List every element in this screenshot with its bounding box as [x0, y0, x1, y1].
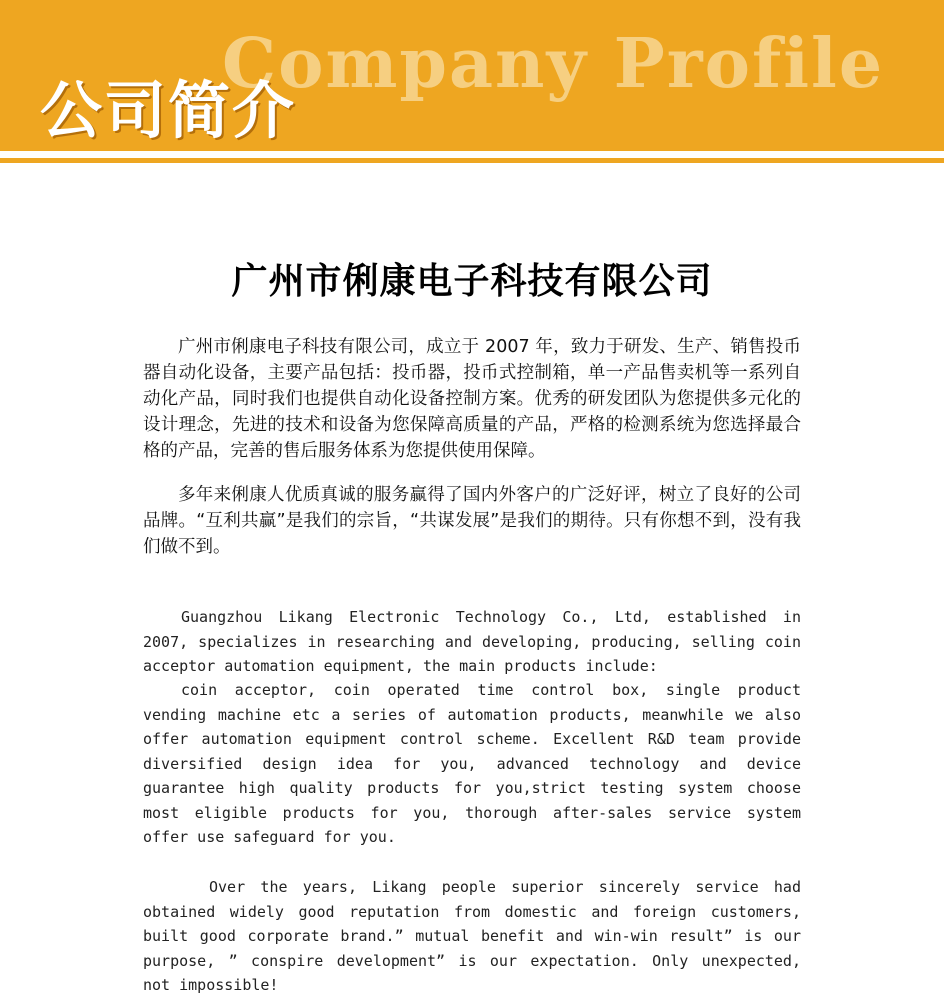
company-name-title: 广州市俐康电子科技有限公司: [231, 261, 713, 303]
banner-title-chinese: 公司简介: [40, 74, 297, 147]
english-paragraph-intro: Guangzhou Likang Electronic Technology Co., Ltd, established in 2007, specializes in researching and developing, producing, selling coin acceptor automation equipment, the main products include:: [143, 608, 801, 675]
chinese-paragraph-reputation: 多年来俐康人优质真诚的服务赢得了国内外客户的广泛好评，树立了良好的公司品牌。“互利共赢”是我们的宗旨，“共谋发展”是我们的期待。只有你想不到，没有我们做不到。: [143, 485, 801, 557]
banner-title-english: Company Profile: [222, 24, 885, 104]
english-paragraph-products: coin acceptor, coin operated time control box, single product vending machine etc a series of automation products, meanwhile we also offer automation equipment control scheme. Excellent R&D team provide diversified design idea for you, advanced technology and device guarantee high quality products for you,strict testing system choose most eligible products for you, thorough after-sales service system offer use safeguard for you.: [143, 681, 801, 846]
banner-divider: [0, 158, 944, 163]
header-banner: [0, 0, 944, 151]
english-paragraph-reputation: Over the years, Likang people superior sincerely service had obtained widely good reputation from domestic and foreign customers, built good corporate brand.” mutual benefit and win-win result” is our purpose, ” conspire development” is our expectation. Only unexpected, not impossible!: [143, 878, 801, 994]
chinese-paragraph-intro: 广州市俐康电子科技有限公司，成立于 2007 年，致力于研发、生产、销售投币器自动化设备，主要产品包括：投币器，投币式控制箱，单一产品售卖机等一系列自动化产品，同时我们也提供自动化设备控制方案。优秀的研发团队为您提供多元化的设计理念，先进的技术和设备为您保障高质量的产品，严格的检测系统为您选择最合格的产品，完善的售后服务体系为您提供使用保障。: [143, 337, 801, 461]
